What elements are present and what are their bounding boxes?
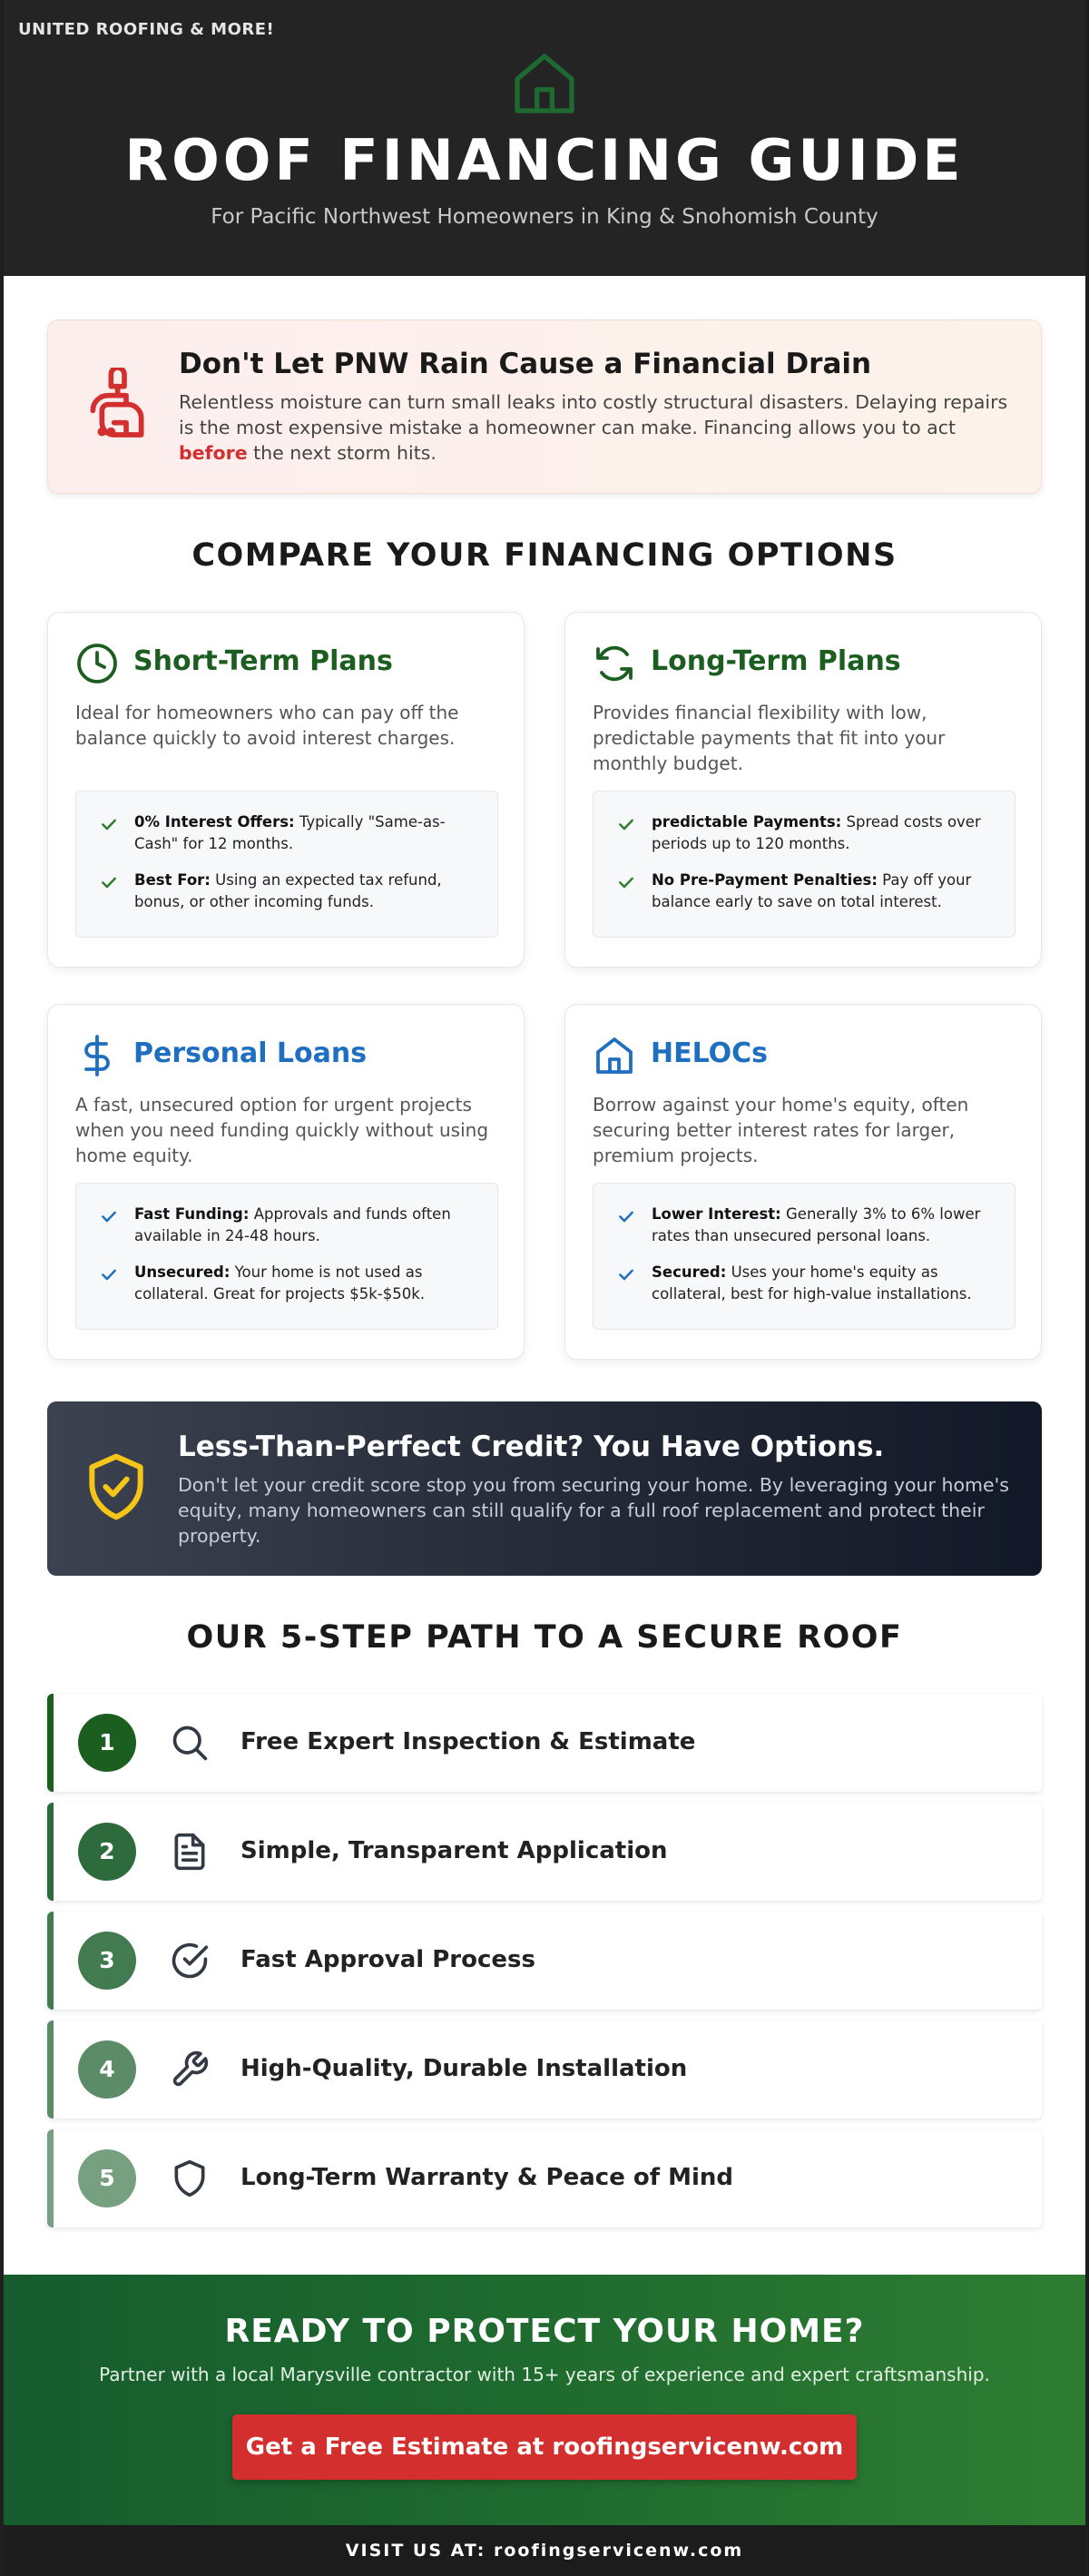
card-title: HELOCs	[651, 1037, 769, 1069]
step-label: Fast Approval Process	[240, 1946, 535, 1973]
card-title: Personal Loans	[133, 1037, 368, 1069]
card-title: Long-Term Plans	[651, 645, 901, 677]
card-title: Short-Term Plans	[133, 645, 393, 677]
check-icon	[100, 1207, 118, 1225]
feature-label: Best For:	[134, 871, 211, 889]
step-number: 4	[78, 2040, 136, 2099]
header	[4, 0, 1085, 276]
feature-detail: Typically "Same-as-Cash" for 12 months.	[134, 813, 446, 852]
credit-banner	[47, 1401, 1042, 1576]
alert-body	[179, 389, 1014, 466]
check-icon	[617, 1207, 635, 1225]
check-icon	[100, 815, 118, 833]
house-icon	[508, 47, 581, 120]
feature-text	[652, 811, 996, 855]
step-label: Simple, Transparent Application	[240, 1837, 668, 1864]
alert-body-tail: the next storm hits.	[247, 442, 437, 464]
feature-text	[134, 1204, 479, 1247]
feature-label: Lower Interest:	[652, 1205, 781, 1223]
feature-text	[134, 1262, 479, 1305]
steps-section-title: OUR 5-STEP PATH TO A SECURE ROOF	[186, 1619, 903, 1656]
feature-detail: Approvals and funds often available in 24-48 hours.	[134, 1205, 451, 1244]
credit-body: Don't let your credit score stop you from securing your home. By leveraging your home's equity, many homeowners can still qualify for a full roof replacement and protect their property.	[178, 1474, 1009, 1547]
credit-title: Less-Than-Perfect Credit? You Have Options.	[178, 1431, 885, 1463]
feature-label: Fast Funding:	[134, 1205, 250, 1223]
leak-icon	[81, 368, 153, 447]
feature-label: 0% Interest Offers:	[134, 813, 295, 831]
feature-detail: Generally 3% to 6% lower rates than unsecured personal loans.	[652, 1205, 981, 1244]
dollar-icon	[75, 1034, 119, 1077]
feature-label: Unsecured:	[134, 1263, 231, 1281]
card-features	[75, 1183, 498, 1330]
page-title: ROOF FINANCING GUIDE	[124, 127, 965, 193]
step-4	[47, 2020, 1042, 2119]
check-icon	[617, 873, 635, 891]
step-3	[47, 1912, 1042, 2010]
home-icon	[593, 1034, 636, 1077]
card-short-term	[47, 612, 525, 968]
cta-section	[4, 2275, 1085, 2525]
step-5	[47, 2129, 1042, 2227]
step-label: Free Expert Inspection & Estimate	[240, 1728, 696, 1755]
feature-text	[134, 870, 479, 913]
card-description: A fast, unsecured option for urgent projects when you need funding quickly without using home equity.	[75, 1094, 489, 1166]
search-icon	[170, 1723, 210, 1763]
footer-link[interactable]: VISIT US AT: roofingservicenw.com	[4, 2525, 1085, 2576]
feature-detail: Uses your home's equity as collateral, best for high-value installations.	[652, 1263, 972, 1303]
step-number: 5	[78, 2149, 136, 2207]
check-icon	[100, 873, 118, 891]
feature-text	[652, 1204, 996, 1247]
check-icon	[100, 1265, 118, 1283]
card-features	[75, 791, 498, 938]
refresh-icon	[593, 642, 636, 685]
card-helocs	[564, 1004, 1042, 1360]
check-circle-icon	[170, 1941, 210, 1981]
check-icon	[617, 815, 635, 833]
document-icon	[170, 1832, 210, 1872]
shield-check-icon	[80, 1450, 152, 1523]
feature-label: predictable Payments:	[652, 813, 842, 831]
page-subtitle: For Pacific Northwest Homeowners in King & Snohomish County	[211, 205, 878, 229]
cta-subtitle: Partner with a local Marysville contractor with 15+ years of experience and expert craftsmanship.	[99, 2364, 990, 2385]
brand-name: UNITED ROOFING & MORE!	[18, 20, 275, 39]
cta-title: READY TO PROTECT YOUR HOME?	[224, 2313, 865, 2350]
feature-text	[652, 870, 996, 913]
alert-title: Don't Let PNW Rain Cause a Financial Drain	[179, 348, 872, 380]
card-features	[593, 791, 1015, 938]
card-features	[593, 1183, 1015, 1330]
shield-icon	[170, 2158, 210, 2198]
card-description: Borrow against your home's equity, often securing better interest rates for larger, premium projects.	[593, 1094, 969, 1166]
step-number: 3	[78, 1932, 136, 1990]
feature-text	[652, 1262, 996, 1305]
card-long-term	[564, 612, 1042, 968]
compare-section-title: COMPARE YOUR FINANCING OPTIONS	[191, 537, 898, 574]
feature-label: Secured:	[652, 1263, 727, 1281]
card-description: Ideal for homeowners who can pay off the balance quickly to avoid interest charges.	[75, 702, 459, 749]
alert-emphasis: before	[179, 442, 248, 464]
step-1	[47, 1694, 1042, 1792]
free-estimate-button[interactable]: Get a Free Estimate at roofingservicenw.com	[232, 2414, 857, 2480]
feature-text	[134, 811, 479, 855]
card-personal-loans	[47, 1004, 525, 1360]
feature-detail: Using an expected tax refund, bonus, or other incoming funds.	[134, 871, 442, 910]
wrench-icon	[170, 2050, 210, 2089]
step-label: High-Quality, Durable Installation	[240, 2055, 688, 2082]
step-label: Long-Term Warranty & Peace of Mind	[240, 2164, 734, 2191]
rain-alert-box	[47, 320, 1042, 494]
step-number: 1	[78, 1714, 136, 1772]
alert-body-text: Relentless moisture can turn small leaks into costly structural disasters. Delaying repairs is the most expensive mistake a homeowner can make. Financing allows you to act	[179, 391, 1008, 438]
step-number: 2	[78, 1823, 136, 1881]
feature-detail: Spread costs over periods up to 120 months.	[652, 813, 981, 852]
page	[4, 0, 1085, 2576]
feature-detail: Pay off your balance early to save on total interest.	[652, 871, 972, 910]
clock-icon	[75, 642, 119, 685]
feature-label: No Pre-Payment Penalties:	[652, 871, 878, 889]
check-icon	[617, 1265, 635, 1283]
card-description: Provides financial flexibility with low, predictable payments that fit into your monthly budget.	[593, 702, 946, 774]
step-2	[47, 1803, 1042, 1901]
feature-detail: Your home is not used as collateral. Great for projects $5k-$50k.	[134, 1263, 426, 1303]
